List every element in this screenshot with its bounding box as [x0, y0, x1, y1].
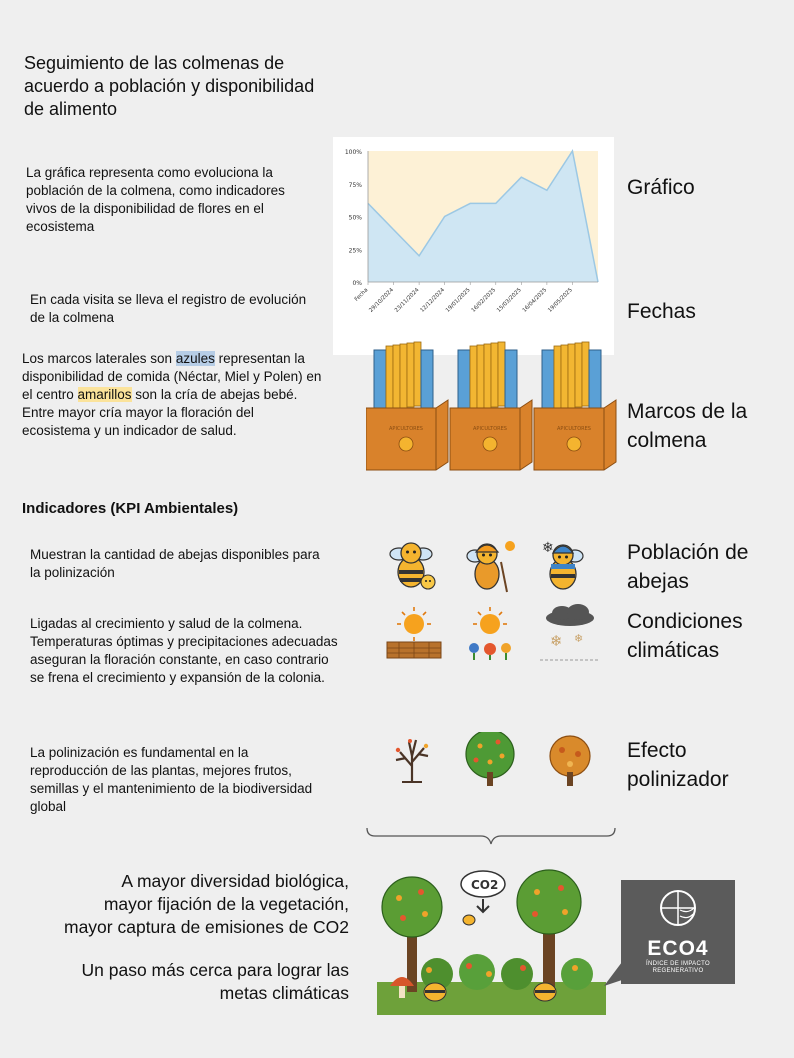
brace-divider — [365, 826, 617, 846]
label-poblacion — [627, 538, 748, 596]
eco4-name: ECO4 — [647, 937, 709, 960]
chart-description: La gráfica representa como evoluciona la población de la colmena, como indicadores vivos de la disponibilidad de flores en el ecosistema — [26, 165, 285, 234]
chart-x-tick-label: 12/12/2024 — [419, 287, 447, 314]
hive-blue-frame-icon — [505, 350, 517, 410]
frames-text-2: representan la disponibilidad de comida (Néctar, Miel y Polen) en el centro — [22, 351, 322, 402]
hive-yellow-frame-icon — [568, 344, 575, 408]
eco4-subtitle-1: ÍNDICE DE IMPACTO — [646, 961, 710, 967]
bee-population-icons — [385, 535, 615, 597]
hive-yellow-frame-icon — [393, 345, 400, 409]
label-efecto-line2: polinizador — [627, 768, 729, 791]
label-poblacion-line2: abejas — [627, 570, 689, 593]
frames-description — [22, 350, 322, 440]
chart-y-tick-label: 100% — [344, 149, 362, 156]
chart-x-tick-label: 23/11/2024 — [393, 287, 421, 314]
frames-text-3: son la cría de abejas bebé. Entre mayor cría mayor la floración del ecosistema y un indicador de salud. — [22, 387, 298, 438]
chart-x-tick-label: 29/10/2024 — [368, 287, 395, 314]
sun-dry-soil-icon — [387, 607, 441, 658]
hive-yellow-frame-icon — [491, 343, 498, 407]
tree-icons — [384, 732, 614, 794]
hive-yellow-frame-icon — [470, 346, 477, 410]
biodiversity-statement — [19, 870, 349, 939]
chart-y-tick-label: 50% — [348, 214, 362, 222]
climate-goals-line1: Un paso más cerca para lograr las — [81, 960, 349, 980]
snow-cloud-icon — [540, 604, 600, 660]
chart-x-tick-label: Fecha — [353, 287, 370, 303]
co2-label: CO2 — [471, 878, 499, 892]
biodiversity-line2: mayor fijación de la vegetación, — [103, 894, 349, 914]
climate-icons — [384, 604, 614, 666]
worker-bee-icon — [467, 541, 515, 592]
dates-description: En cada visita se lleva el registro de evolución de la colmena — [30, 292, 307, 325]
svg-text:❄: ❄ — [574, 632, 584, 645]
chart-y-tick-label: 25% — [348, 247, 362, 255]
label-efecto — [627, 736, 729, 794]
chart-x-tick-label: 16/02/2025 — [470, 287, 498, 314]
hive-blue-frame-icon — [421, 350, 433, 410]
population-chart — [333, 137, 614, 355]
forest-illustration — [377, 862, 606, 1015]
page-title: Seguimiento de las colmenas de acuerdo a población y disponibilidad de alimento — [24, 53, 315, 119]
label-marcos-line1: Marcos de la — [627, 400, 748, 423]
hive-yellow-frame-icon — [414, 342, 421, 406]
climate-goals-line2: metas climáticas — [219, 983, 349, 1003]
svg-text:❄: ❄ — [542, 540, 554, 556]
winter-bee-icon — [542, 540, 583, 589]
chart-x-tick-label: 16/04/2025 — [521, 287, 549, 314]
chart-svg — [333, 137, 614, 355]
chart-y-tick-label: 0% — [352, 280, 362, 287]
hive-yellow-frame-icon — [477, 345, 484, 409]
eco4-badge — [621, 880, 735, 984]
chart-y-tick-label: 75% — [348, 181, 362, 189]
label-marcos-line2: colmena — [627, 429, 707, 452]
climate-description: Ligadas al crecimiento y salud de la colmena. Temperaturas óptimas y precipitaciones adecuadas aseguran la floración constante, en caso contrario se frena el crecimiento y expansión de la colonia. — [30, 616, 338, 685]
bushes-flowers — [421, 954, 593, 990]
biodiversity-line1: A mayor diversidad biológica, — [121, 871, 349, 891]
pollination-description: La polinización es fundamental en la reproducción de las plantas, mejores frutos, semillas y el mantenimiento de la biodiversidad global — [30, 745, 313, 814]
autumn-tree-icon — [550, 736, 590, 786]
chart-x-tick-label: 15/03/2025 — [496, 287, 523, 314]
label-marcos — [627, 397, 747, 455]
hive-blue-frame-icon — [374, 350, 386, 410]
hive-yellow-frame-icon — [386, 346, 393, 410]
kpi-heading: Indicadores (KPI Ambientales) — [22, 500, 239, 517]
hive-bee-emblem-icon — [567, 437, 581, 451]
hive-box-label: APICULTORES — [557, 426, 591, 432]
eco4-badge-pointer — [604, 962, 624, 992]
hive-yellow-frame-icon — [498, 342, 505, 406]
chart-x-tick-label: 19/05/2025 — [547, 287, 574, 314]
biodiversity-line3: mayor captura de emisiones de CO2 — [64, 917, 349, 937]
label-efecto-line1: Efecto — [627, 739, 687, 762]
hive-box-label: APICULTORES — [473, 426, 507, 432]
sun-flowers-icon — [469, 607, 511, 660]
hive-bee-emblem-icon — [399, 437, 413, 451]
label-condiciones — [627, 607, 743, 665]
lush-tree-icon — [466, 732, 514, 786]
hive-box-label: APICULTORES — [389, 426, 423, 432]
hive-blue-frame-icon — [589, 350, 601, 410]
label-fechas: Fechas — [627, 300, 696, 323]
hive-frames-illustration — [366, 340, 618, 472]
label-poblacion-line1: Población de — [627, 541, 749, 564]
bee-with-baby-icon — [390, 543, 435, 589]
hive-yellow-frame-icon — [561, 345, 568, 409]
frames-blue-highlight: azules — [175, 351, 215, 366]
hive-yellow-frame-icon — [400, 344, 407, 408]
hive-yellow-frame-icon — [554, 346, 561, 410]
frames-text-1: Los marcos laterales son — [22, 351, 176, 366]
eco4-logo-icon — [658, 888, 698, 928]
eco4-subtitle-2: REGENERATIVO — [652, 968, 704, 974]
label-condiciones-line2: climáticas — [627, 639, 720, 662]
chart-x-tick-label: 19/01/2025 — [444, 287, 472, 314]
hive-blue-frame-icon — [542, 350, 554, 410]
bare-tree-icon — [396, 739, 428, 782]
hive-yellow-frame-icon — [407, 343, 414, 407]
population-description: Muestran la cantidad de abejas disponibles para la polinización — [30, 547, 320, 580]
co2-cloud-icon — [461, 871, 505, 912]
label-grafico: Gráfico — [627, 176, 695, 199]
svg-text:❄: ❄ — [550, 632, 563, 650]
hive-blue-frame-icon — [458, 350, 470, 410]
frames-yellow-highlight: amarillos — [77, 387, 132, 402]
hive-bee-emblem-icon — [483, 437, 497, 451]
hive-yellow-frame-icon — [484, 344, 491, 408]
climate-goals-statement — [19, 959, 349, 1005]
hive-yellow-frame-icon — [582, 342, 589, 406]
hive-yellow-frame-icon — [575, 343, 582, 407]
label-condiciones-line1: Condiciones — [627, 610, 743, 633]
